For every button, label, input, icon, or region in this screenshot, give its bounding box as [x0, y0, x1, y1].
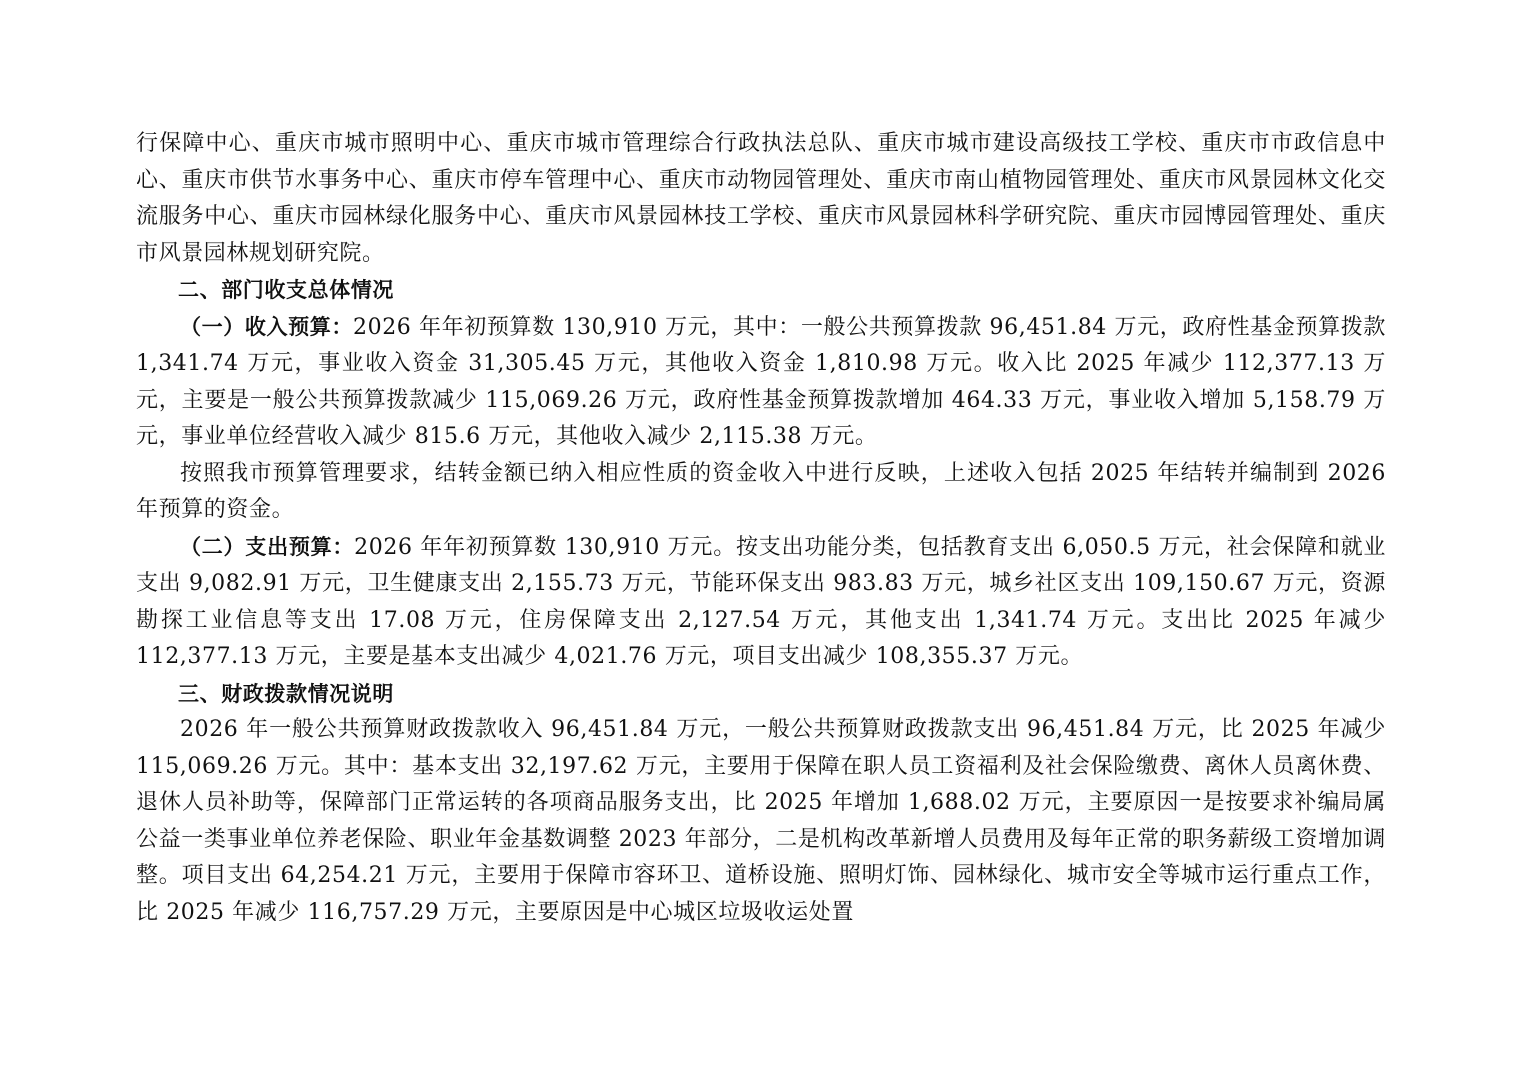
expense-budget-text: 2026 年年初预算数 130,910 万元。按支出功能分类，包括教育支出 6,050.5 万元，社会保障和就业支出 9,082.91 万元，卫生健康支出 2,155.73 万元，节能环保支出 983.83 万元，城乡社区支出 109,150.67 万元，资源勘探工业信息等支出 17.08 万元，住房保障支出 2,127.54 万元，其他支出 1,341.74 万元。支出比 2025 年减少 112,377.13 万元，主要是基本支出减少 4,021.76 万元，项目支出减少 108,355.37 万元。	[136, 534, 1386, 669]
expense-budget-paragraph	[136, 529, 1386, 676]
fiscal-appropriation-paragraph: 2026 年一般公共预算财政拨款收入 96,451.84 万元，一般公共预算财政拨款支出 96,451.84 万元，比 2025 年减少 115,069.26 万元。其中：基本支出 32,197.62 万元，主要用于保障在职人员工资福利及社会保险缴费、离休人员离休费、退休人员补助等，保障部门正常运转的各项商品服务支出，比 2025 年增加 1,688.02 万元，主要原因一是按要求补编局属公益一类事业单位养老保险、职业年金基数调整 2023 年部分，二是机构改革新增人员费用及每年正常的职务薪级工资增加调整。项目支出 64,254.21 万元，主要用于保障市容环卫、道桥设施、照明灯饰、园林绿化、城市安全等城市运行重点工作，比 2025 年减少 116,757.29 万元，主要原因是中心城区垃圾收运处置	[136, 717, 1386, 925]
section-heading-overall: 二、部门收支总体情况	[178, 278, 394, 302]
document-body	[136, 126, 1386, 931]
expense-budget-label: （二）支出预算：	[180, 534, 355, 559]
income-budget-text: 2026 年年初预算数 130,910 万元，其中：一般公共预算拨款 96,451.84 万元，政府性基金预算拨款 1,341.74 万元，事业收入资金 31,305.45 万元，其他收入资金 1,810.98 万元。收入比 2025 年减少 112,377.13 万元，主要是一般公共预算拨款减少 115,069.26 万元，政府性基金预算拨款增加 464.33 万元，事业收入增加 5,158.79 万元，事业单位经营收入减少 815.6 万元，其他收入减少 2,115.38 万元。	[136, 314, 1386, 449]
income-budget-paragraph	[136, 309, 1386, 456]
unit-list-paragraph: 行保障中心、重庆市城市照明中心、重庆市城市管理综合行政执法总队、重庆市城市建设高级技工学校、重庆市市政信息中心、重庆市供节水事务中心、重庆市停车管理中心、重庆市动物园管理处、重庆市南山植物园管理处、重庆市风景园林文化交流服务中心、重庆市园林绿化服务中心、重庆市风景园林技工学校、重庆市风景园林科学研究院、重庆市园博园管理处、重庆市风景园林规划研究院。	[136, 131, 1386, 266]
carryover-paragraph: 按照我市预算管理要求，结转金额已纳入相应性质的资金收入中进行反映，上述收入包括 2025 年结转并编制到 2026 年预算的资金。	[136, 460, 1386, 522]
section-heading-fiscal: 三、财政拨款情况说明	[178, 681, 394, 706]
income-budget-label: （一）收入预算：	[180, 314, 353, 339]
